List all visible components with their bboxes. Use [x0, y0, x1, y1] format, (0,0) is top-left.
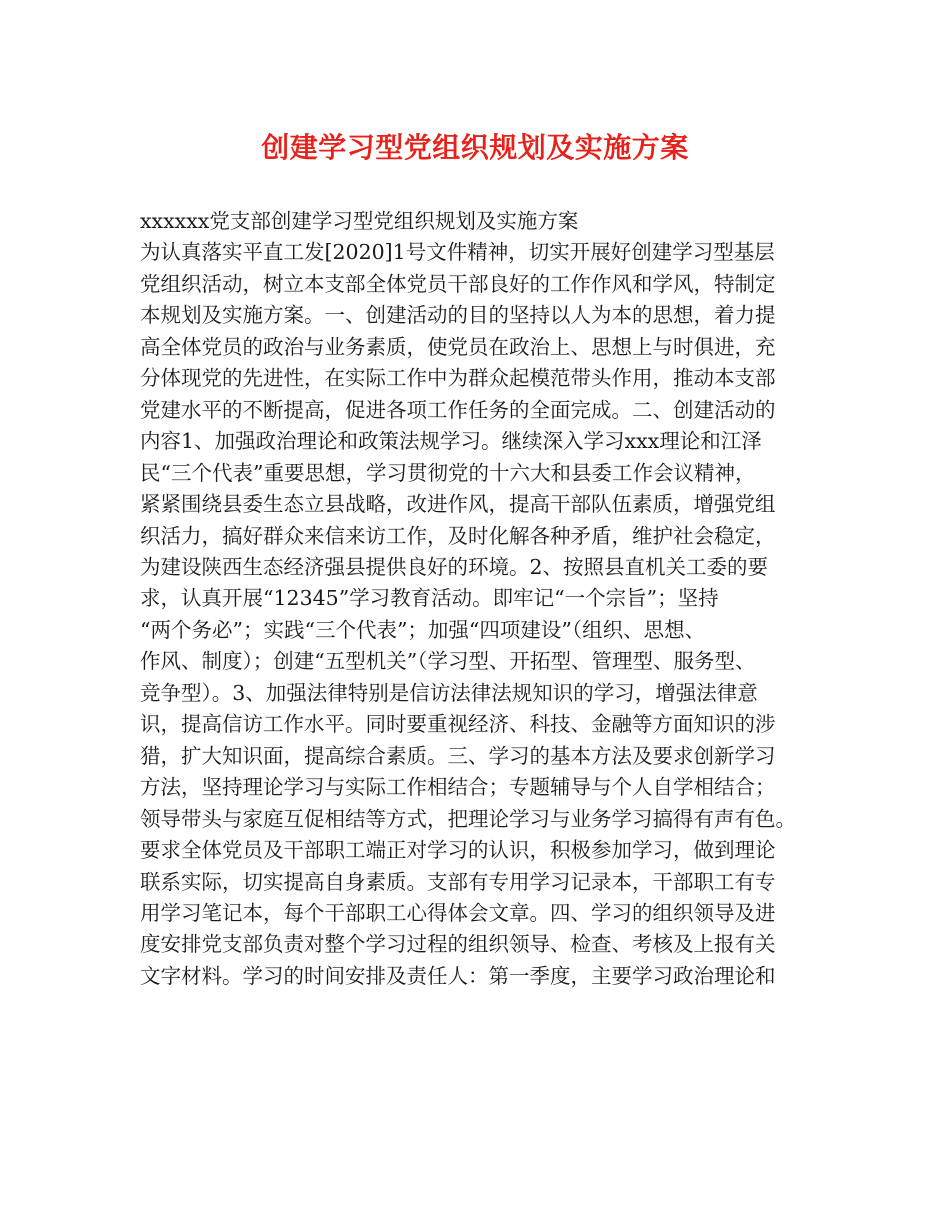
body-line: 作风、制度）；创建“五型机关”（学习型、开拓型、管理型、服务型、: [140, 649, 756, 674]
body-line: 联系实际，切实提高自身素质。支部有专用学习记录本，干部职工有专: [140, 869, 776, 894]
body-line: 为建设陕西生态经济强县提供良好的环境。2、按照县直机关工委的要: [140, 554, 769, 579]
body-line: 要求全体党员及干部职工端正对学习的认识，积极参加学习，做到理论: [140, 838, 776, 863]
body-line: 猎，扩大知识面，提高综合素质。三、学习的基本方法及要求创新学习: [140, 743, 776, 768]
body-line: 为认真落实平直工发[2020]1号文件精神，切实开展好创建学习型基层: [140, 240, 775, 265]
body-line: 民“三个代表”重要思想，学习贯彻党的十六大和县委工作会议精神，: [140, 460, 756, 485]
body-line: 文字材料。学习的时间安排及责任人：第一季度，主要学习政治理论和: [140, 963, 776, 988]
body-line: 分体现党的先进性，在实际工作中为群众起模范带头作用，推动本支部: [140, 366, 776, 391]
body-line: 领导带头与家庭互促相结等方式，把理论学习与业务学习搞得有声有色。: [140, 806, 796, 831]
body-line: 内容1、加强政治理论和政策法规学习。继续深入学习xxx理论和江泽: [140, 429, 762, 454]
body-line: 竞争型）。3、加强法律特别是信访法律法规知识的学习，增强法律意: [140, 680, 758, 705]
body-line: 度安排党支部负责对整个学习过程的组织领导、检查、考核及上报有关: [140, 932, 776, 957]
document-title: 创建学习型党组织规划及实施方案: [261, 131, 689, 164]
body-line: 织活力，搞好群众来信来访工作，及时化解各种矛盾，维护社会稳定，: [140, 523, 776, 548]
body-line: 紧紧围绕县委生态立县战略，改进作风，提高干部队伍素质，增强党组: [140, 492, 776, 517]
body-line: 求，认真开展“12345”学习教育活动。即牢记“一个宗旨”；坚持: [140, 586, 719, 611]
body-line: “两个务必”；实践“三个代表”；加强“四项建设”（组织、思想、: [140, 617, 706, 642]
body-line: 方法，坚持理论学习与实际工作相结合；专题辅导与个人自学相结合；: [140, 775, 776, 800]
body-line: 党组织活动，树立本支部全体党员干部良好的工作作风和学风，特制定: [140, 271, 776, 296]
body-line: 党建水平的不断提高，促进各项工作任务的全面完成。二、创建活动的: [140, 397, 776, 422]
document-body: [140, 206, 822, 992]
body-line: xxxxxx党支部创建学习型党组织规划及实施方案: [140, 209, 579, 233]
body-line: 识，提高信访工作水平。同时要重视经济、科技、金融等方面知识的涉: [140, 712, 776, 737]
body-line: 高全体党员的政治与业务素质，使党员在政治上、思想上与时俱进，充: [140, 334, 776, 359]
body-line: 本规划及实施方案。一、创建活动的目的坚持以人为本的思想，着力提: [140, 303, 776, 328]
body-line: 用学习笔记本，每个干部职工心得体会文章。四、学习的组织领导及进: [140, 900, 776, 925]
